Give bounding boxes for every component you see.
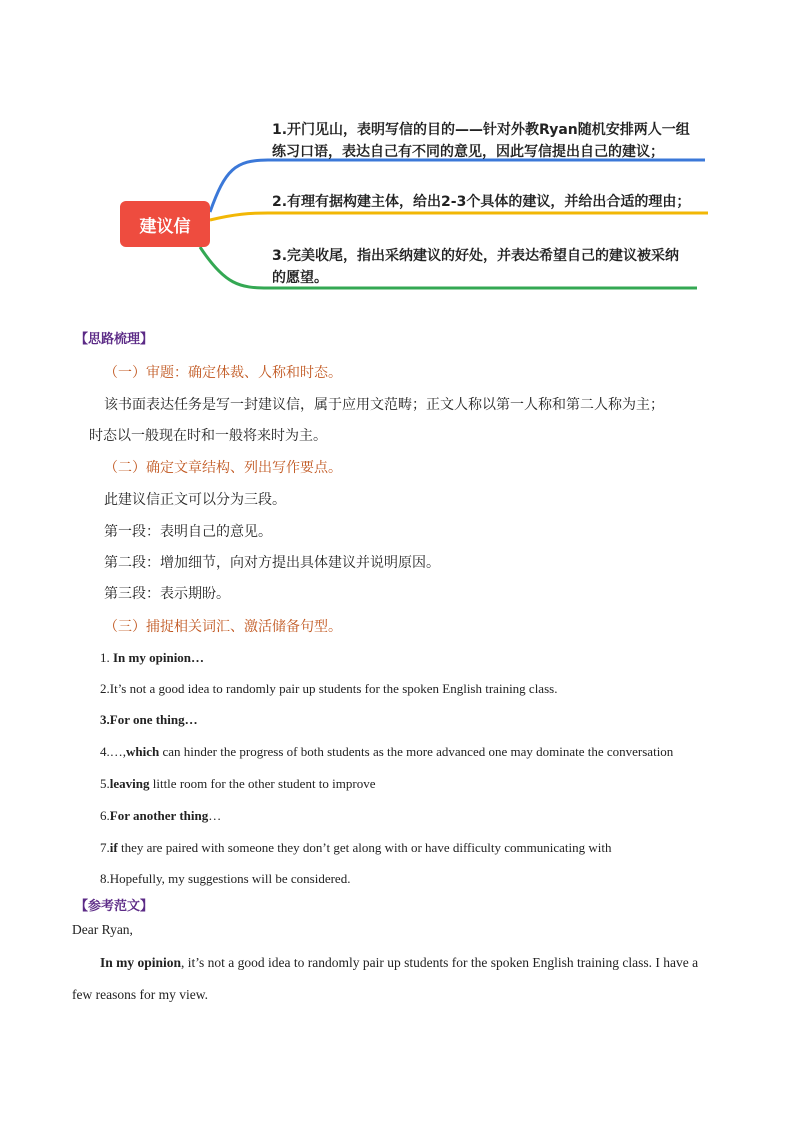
first-paragraph-note: 第一段：表明自己的意见。 [104,524,272,540]
mind-map-root: 建议信 [120,201,210,247]
step-3-title: （三）捕捉相关词汇、激活储备句型。 [104,619,342,635]
step-1-title: （一）审题：确定体裁、人称和时态。 [104,365,342,381]
phrase-3: 3.For one thing… [100,712,198,727]
phrase-4: 4.…,which can hinder the progress of both students as the more advanced one may dominate the conversation [100,744,674,759]
branch-2-text: 2.有理有据构建主体，给出2-3个具体的建议，并给出合适的理由； [272,194,691,210]
paragraph-1-line-1: 该书面表达任务是写一封建议信，属于应用文范畴；正文人称以第一人称和第二人称为主； [104,397,664,413]
section-heading-outline: 【思路梳理】 [75,332,154,347]
phrase-7: 7.if they are paired with someone they don’t get along with or have difficulty communicating with [100,840,612,855]
third-paragraph-note: 第三段：表示期盼。 [104,586,230,602]
letter-body-line-1: In my opinion, it’s not a good idea to randomly pair up students for the spoken English training class. I have a [100,955,699,970]
letter-body-line-2: few reasons for my view. [72,987,208,1002]
section-heading-sample: 【参考范文】 [75,899,154,914]
branch-1-text: 1.开门见山，表明写信的目的——针对外教Ryan随机安排两人一组练习口语，表达自己有不同的意见，因此写信提出自己的建议； [272,122,690,160]
second-paragraph-note: 第二段：增加细节，向对方提出具体建议并说明原因。 [104,555,440,571]
branch-3-text: 3.完美收尾，指出采纳建议的好处，并表达希望自己的建议被采纳的愿望。 [272,248,680,286]
paragraph-2: 此建议信正文可以分为三段。 [104,492,286,508]
paragraph-1-line-2: 时态以一般现在时和一般将来时为主。 [89,428,327,444]
phrase-8: 8.Hopefully, my suggestions will be considered. [100,871,351,886]
phrase-2: 2.It’s not a good idea to randomly pair up students for the spoken English training class. [100,681,558,696]
branch-line-2 [210,213,708,220]
phrase-1: 1. In my opinion… [100,650,205,665]
step-2-title: （二）确定文章结构、列出写作要点。 [104,460,342,476]
phrase-5: 5.leaving little room for the other student to improve [100,776,376,791]
letter-greeting: Dear Ryan, [72,922,133,937]
phrase-6: 6.For another thing… [100,808,222,823]
mind-map [0,0,794,310]
